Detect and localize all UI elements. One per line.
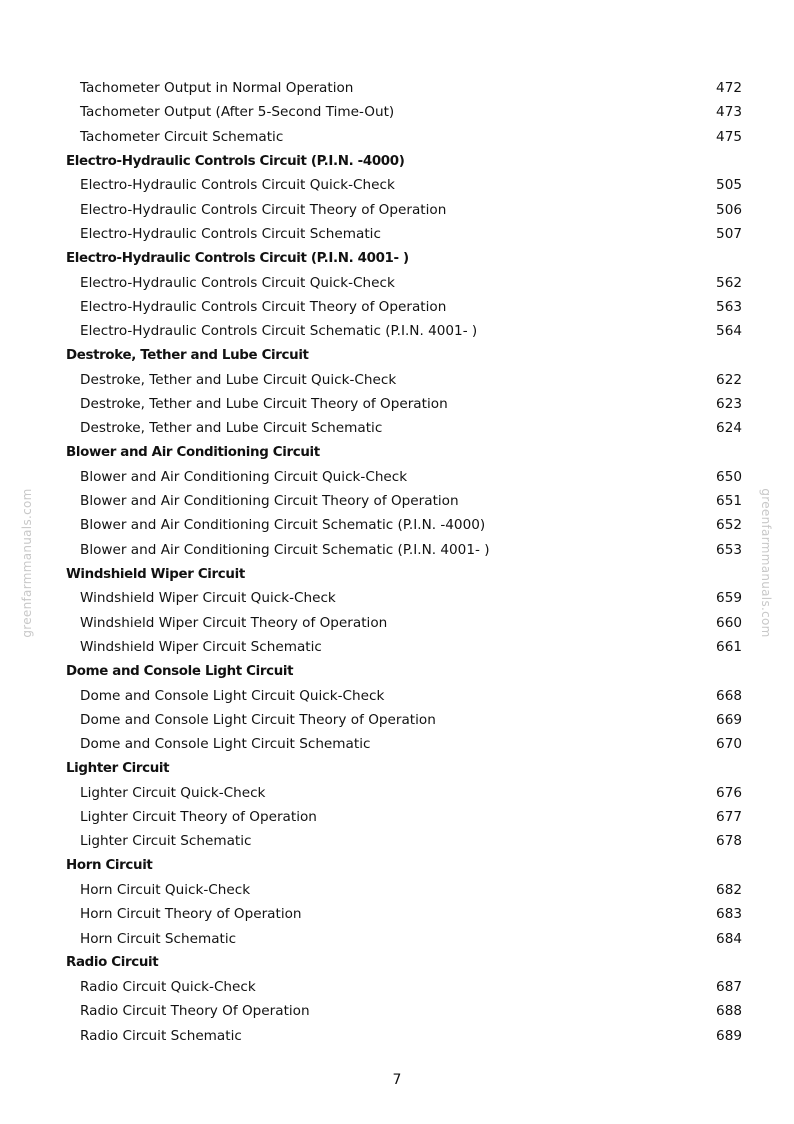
table-of-contents	[66, 76, 742, 1048]
entry-title: Electro-Hydraulic Controls Circuit Quick-Check	[80, 274, 395, 291]
entry-title: Windshield Wiper Circuit Quick-Check	[80, 590, 336, 607]
entry-page-number: 475	[716, 128, 742, 145]
toc-entry[interactable]	[66, 1024, 742, 1048]
section-title: Blower and Air Conditioning Circuit	[66, 445, 320, 461]
toc-entry[interactable]	[66, 586, 742, 610]
watermark-right: greenfarmmanuals.com	[759, 488, 773, 638]
entry-title: Electro-Hydraulic Controls Circuit Quick-Check	[80, 177, 395, 194]
entry-page-number: 668	[716, 687, 742, 704]
entry-page-number: 652	[716, 517, 742, 534]
toc-section-heading	[66, 246, 742, 270]
entry-page-number: 563	[716, 298, 742, 315]
toc-entry[interactable]	[66, 416, 742, 440]
entry-title: Radio Circuit Theory Of Operation	[80, 1003, 310, 1020]
entry-page-number: 684	[716, 930, 742, 947]
toc-entry[interactable]	[66, 197, 742, 221]
toc-entry[interactable]	[66, 100, 742, 124]
entry-page-number: 683	[716, 906, 742, 923]
entry-page-number: 562	[716, 274, 742, 291]
entry-title: Electro-Hydraulic Controls Circuit Schematic (P.I.N. 4001- )	[80, 323, 478, 340]
toc-entry[interactable]	[66, 683, 742, 707]
toc-entry[interactable]	[66, 125, 742, 149]
entry-page-number: 624	[716, 420, 742, 437]
entry-title: Horn Circuit Schematic	[80, 930, 237, 947]
toc-entry[interactable]	[66, 465, 742, 489]
entry-page-number: 651	[716, 493, 742, 510]
entry-page-number: 653	[716, 541, 742, 558]
entry-title: Destroke, Tether and Lube Circuit Theory of Operation	[80, 396, 448, 412]
entry-title: Destroke, Tether and Lube Circuit Schematic	[80, 420, 383, 437]
entry-title: Electro-Hydraulic Controls Circuit Theory of Operation	[80, 201, 447, 218]
toc-entry[interactable]	[66, 489, 742, 513]
entry-title: Tachometer Circuit Schematic	[80, 128, 284, 145]
entry-page-number: 682	[716, 881, 742, 898]
entry-title: Windshield Wiper Circuit Theory of Operation	[80, 614, 388, 631]
entry-title: Lighter Circuit Quick-Check	[80, 784, 266, 801]
toc-entry[interactable]	[66, 76, 742, 100]
entry-title: Radio Circuit Quick-Check	[80, 979, 256, 996]
toc-entry[interactable]	[66, 975, 742, 999]
toc-section-heading	[66, 440, 742, 464]
entry-title: Lighter Circuit Theory of Operation	[80, 809, 317, 826]
toc-section-heading	[66, 343, 742, 367]
entry-page-number: 670	[716, 736, 742, 753]
entry-page-number: 669	[716, 711, 742, 728]
entry-page-number: 472	[716, 80, 742, 97]
entry-title: Tachometer Output (After 5-Second Time-Out)	[80, 104, 395, 121]
toc-entry[interactable]	[66, 635, 742, 659]
entry-title: Dome and Console Light Circuit Schematic	[80, 736, 371, 753]
toc-entry[interactable]	[66, 270, 742, 294]
watermark-left: greenfarmmanuals.com	[20, 488, 34, 638]
entry-title: Dome and Console Light Circuit Theory of Operation	[80, 711, 436, 728]
toc-entry[interactable]	[66, 368, 742, 392]
toc-entry[interactable]	[66, 708, 742, 732]
entry-title: Windshield Wiper Circuit Schematic	[80, 638, 322, 655]
toc-entry[interactable]	[66, 902, 742, 926]
toc-section-heading	[66, 854, 742, 878]
toc-entry[interactable]	[66, 513, 742, 537]
toc-section-heading	[66, 562, 742, 586]
entry-title: Horn Circuit Theory of Operation	[80, 906, 302, 923]
entry-page-number: 623	[716, 396, 742, 412]
toc-entry[interactable]	[66, 173, 742, 197]
toc-entry[interactable]	[66, 732, 742, 756]
toc-section-heading	[66, 756, 742, 780]
entry-page-number: 661	[716, 638, 742, 655]
entry-page-number: 677	[716, 809, 742, 826]
entry-page-number: 505	[716, 177, 742, 194]
section-title: Destroke, Tether and Lube Circuit	[66, 347, 309, 363]
toc-entry[interactable]	[66, 611, 742, 635]
entry-title: Horn Circuit Quick-Check	[80, 881, 251, 898]
toc-entry[interactable]	[66, 392, 742, 416]
entry-page-number: 506	[716, 201, 742, 218]
entry-title: Destroke, Tether and Lube Circuit Quick-Check	[80, 371, 397, 388]
toc-section-heading	[66, 149, 742, 173]
section-title: Electro-Hydraulic Controls Circuit (P.I.N. 4001- )	[66, 250, 409, 266]
entry-page-number: 659	[716, 590, 742, 607]
toc-entry[interactable]	[66, 878, 742, 902]
entry-page-number: 650	[716, 468, 742, 485]
toc-entry[interactable]	[66, 829, 742, 853]
toc-entry[interactable]	[66, 926, 742, 950]
entry-page-number: 688	[716, 1003, 742, 1020]
section-title: Dome and Console Light Circuit	[66, 663, 294, 679]
entry-page-number: 622	[716, 371, 742, 388]
toc-section-heading	[66, 659, 742, 683]
entry-page-number: 507	[716, 225, 742, 242]
entry-page-number: 687	[716, 979, 742, 996]
entry-page-number: 689	[716, 1027, 742, 1044]
section-title: Radio Circuit	[66, 955, 159, 971]
entry-title: Electro-Hydraulic Controls Circuit Theory of Operation	[80, 298, 447, 315]
toc-entry[interactable]	[66, 805, 742, 829]
entry-title: Lighter Circuit Schematic	[80, 833, 252, 850]
entry-page-number: 473	[716, 104, 742, 121]
entry-page-number: 660	[716, 614, 742, 631]
section-title: Windshield Wiper Circuit	[66, 566, 245, 582]
entry-page-number: 678	[716, 833, 742, 850]
entry-title: Radio Circuit Schematic	[80, 1027, 242, 1044]
toc-entry[interactable]	[66, 538, 742, 562]
toc-entry[interactable]	[66, 781, 742, 805]
entry-title: Dome and Console Light Circuit Quick-Check	[80, 687, 385, 704]
entry-title: Blower and Air Conditioning Circuit Theory of Operation	[80, 493, 459, 510]
toc-entry[interactable]	[66, 319, 742, 343]
section-title: Horn Circuit	[66, 858, 153, 874]
entry-page-number: 564	[716, 323, 742, 340]
entry-title: Tachometer Output in Normal Operation	[80, 80, 354, 97]
page-number: 7	[392, 1072, 402, 1088]
entry-title: Blower and Air Conditioning Circuit Quick-Check	[80, 468, 408, 485]
toc-entry[interactable]	[66, 222, 742, 246]
entry-title: Electro-Hydraulic Controls Circuit Schematic	[80, 225, 381, 242]
entry-title: Blower and Air Conditioning Circuit Schematic (P.I.N. -4000)	[80, 517, 486, 534]
toc-entry[interactable]	[66, 295, 742, 319]
entry-title: Blower and Air Conditioning Circuit Schematic (P.I.N. 4001- )	[80, 541, 490, 558]
section-title: Lighter Circuit	[66, 760, 170, 776]
toc-section-heading	[66, 951, 742, 975]
section-title: Electro-Hydraulic Controls Circuit (P.I.N. -4000)	[66, 153, 405, 169]
toc-entry[interactable]	[66, 999, 742, 1023]
entry-page-number: 676	[716, 784, 742, 801]
